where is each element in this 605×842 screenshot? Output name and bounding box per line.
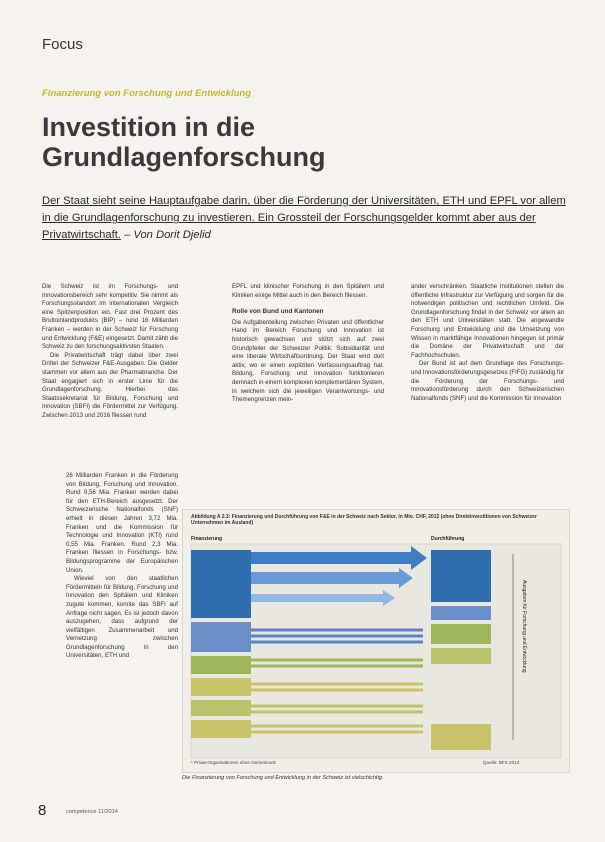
right-header: Durchführung bbox=[431, 536, 465, 542]
paragraph: EPFL und klinischer Forschung in den Spitälern und Kliniken einige Mittel auch in den Bereich fliessen. bbox=[232, 283, 384, 299]
paragraph: Die Aufgabenteilung zwischen Privaten und öffentlicher Hand im Bereich Forschung und Innovation ist historisch gewachsen und stützt sich auf zwei Grundpfeiler der Schweizer Politik: Subsidiarität und eine liberale Wirtschaftsordnung. Der Staat wird dort aktiv, wo er einen expliziten Verfassungsauftrag hat. Bildung, Forschung und Innovation funktionieren demnach in einem komplexen komplementären System, in welchem sich die jeweiligen Verantwortungs- und Themengrenzen mein- bbox=[232, 318, 384, 404]
author-byline: – Von Dorit Djelid bbox=[124, 229, 211, 242]
paragraph: Die Privatwirtschaft trägt dabei über zwei Drittel der Schweizer F&E-Ausgaben. Die Gelder stammen vor allem aus der Pharmabranche. Der Staat engagiert sich in erster Linie für die Grundlagenforschung. Hierbei das Staatssekretariat für Bildung, Forschung und Innovation (SBFI) die Fördermittel zur Verfügung. Zwischen 2013 und 2016 fliessen rund bbox=[42, 351, 178, 419]
title-line-1: Investition in die bbox=[42, 112, 256, 142]
column-2 bbox=[232, 283, 384, 405]
figure-source: Quelle: BFS 2014 bbox=[483, 760, 520, 765]
figure-footnote: * Privat-Organisationen ohne Gemeinnutz bbox=[191, 760, 277, 765]
lead-text: Der Staat sieht seine Hauptaufgabe darin, über die Förderung der Universitäten, ETH und EPFL vor allem in die Grundlagenforschung zu investieren. Ein Grossteil der Forschungsgelder kommt aber aus der Privatwirtschaft. bbox=[42, 195, 566, 242]
paragraph: 26 Milliarden Franken in die Förderung von Bildung, Forschung und Innovation. Rund 9,56 Mia. Franken werden dabei für den ETH-Bereich ausgesetzt. Der Schweizerische Nationalfonds (SNF) erhielt in diesen Jahren 3,72 Mia. Franken und die Kommission für Technologie und Innovation (KTI) rund 0,55 Mia. Franken. Rund 2,3 Mia. Franken fliessen in Forschungs- bzw. Bildungsprogramme der Europäischen Union. bbox=[66, 472, 178, 574]
lead-paragraph bbox=[42, 193, 572, 245]
left-header: Finanzierung bbox=[191, 536, 223, 542]
paragraph: Der Bund ist auf dem Grundlage des Forschungs- und Innovationsförderungsgesetzes (FIFG) zuständig für die Förderung der Forschungs- und Innovationsförderung durch den Schweizerischen Nationalfonds (SNF) und die Kommission für Innovation bbox=[411, 360, 564, 402]
flow-diagram bbox=[182, 509, 570, 773]
page-number: 8 bbox=[38, 802, 47, 819]
paragraph: Wieviel von den staatlichen Fördermitteln für Bildung, Forschung und Innovation den Spitälern und Kliniken zugute kommen, konnte das SBFI auf Anfrage nicht sagen. Es ist jedoch davon auszugehen, dass aufgrund der vielfältigen Zusammenarbeit und Vernetzung zwischen Grundlagenforschung in den Universitäten, ETH und bbox=[66, 575, 178, 660]
diagram-graphics bbox=[183, 510, 569, 772]
title-line-2: Grundlagenforschung bbox=[42, 142, 326, 172]
column-1-lower bbox=[66, 472, 178, 661]
column-3 bbox=[411, 283, 564, 403]
figure-title: Abbildung A 2.3: Finanzierung und Durchführung von F&E in der Schweiz nach Sektor, in Mio. CHF, 2012 (ohne Direktinvestitionen von Schweizer Unternehmen im Ausland) bbox=[191, 514, 537, 527]
subheading: Rolle von Bund und Kantonen bbox=[232, 308, 324, 316]
column-1 bbox=[42, 283, 178, 421]
article-title bbox=[42, 112, 562, 172]
kicker: Finanzierung von Forschung und Entwicklung bbox=[42, 88, 251, 99]
paragraph: ander verschränken. Staatliche Institutionen stellen die öffentliche Infrastruktur zur Verfügung und sorgen für die notwendigen politischen und rechtlichen Umfeld. Die Grundlagenforschung findet in der Schweiz vor allem an den ETH und Universitäten statt. Die angewandte Forschung und Entwicklung und die Umsetzung von Wissen in marktfähige Innovationen hingegen ist primär die Domäne der Privatwirtschaft und der Fachhochschulen. bbox=[411, 283, 564, 359]
section-label: Focus bbox=[42, 36, 83, 53]
side-label: Ausgaben für Forschung und Entwicklung bbox=[521, 580, 527, 673]
paragraph: Die Schweiz ist im Forschungs- und Innovationsbereich sehr kompetitiv. Sie nimmt als Forschungsstandort im internationalen Vergleich eine Spitzenposition ein. Fast drei Prozent des Bruttoinlandprodukts (BIP) – rund 16 Milliarden Franken – werden in der Schweiz für Forschung und Entwicklung (F&E) eingesetzt. Damit zählt die Schweiz zu den forschungsaktivsten Staaten. bbox=[42, 283, 178, 351]
footer-issue: competence 11/2014 bbox=[66, 809, 118, 815]
figure-caption: Die Finanzierung von Forschung und Entwicklung in der Schweiz ist vielschichtig. bbox=[182, 775, 384, 781]
